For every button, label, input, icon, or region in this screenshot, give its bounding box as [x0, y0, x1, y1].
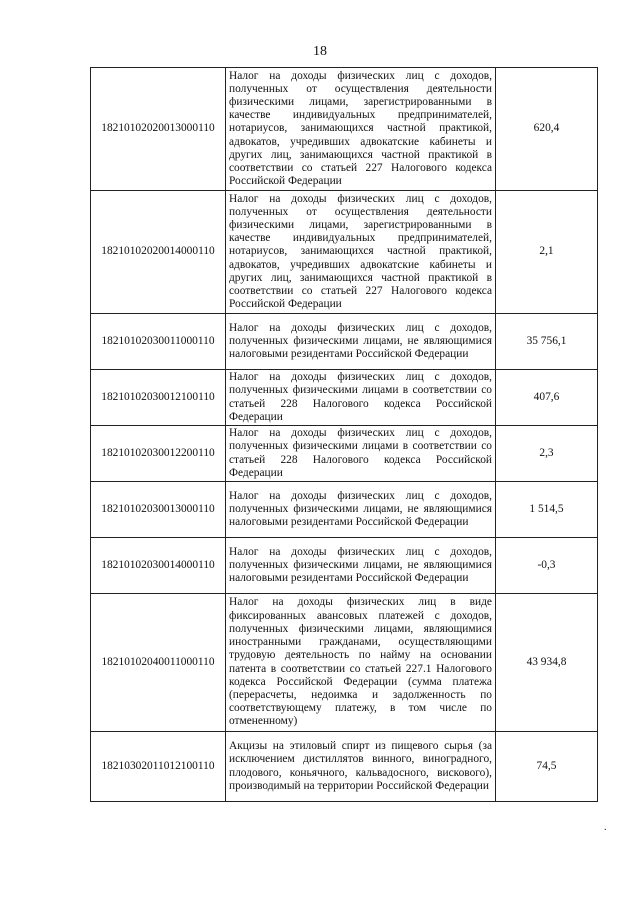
- revenue-table: [90, 67, 598, 802]
- description-cell: Налог на доходы физических лиц с доходов, полученных от осуществления деятельности физическими лицами, зарегистрированными в качестве индивидуальных предпринимателей, нотариусов, занимающихся частной практикой, адвокатов, учредивших адвокатские кабинеты и других лиц, занимающихся частной практикой в соответствии со статьей 227 Налогового кодекса Российской Федерации: [226, 191, 496, 314]
- budget-code-cell: 18210102030011000110: [91, 314, 226, 370]
- amount-cell: 1 514,5: [496, 482, 598, 538]
- description-cell: Налог на доходы физических лиц с доходов, полученных от осуществления деятельности физическими лицами, зарегистрированными в качестве индивидуальных предпринимателей, нотариусов, занимающихся частной практикой, адвокатов, учредивших адвокатские кабинеты и других лиц, занимающихся частной практикой в соответствии со статьей 227 Налогового кодекса Российской Федерации: [226, 68, 496, 191]
- amount-cell: 2,1: [496, 191, 598, 314]
- description-cell: Налог на доходы физических лиц с доходов, полученных физическими лицами в соответствии со статьей 228 Налогового кодекса Российской Федерации: [226, 370, 496, 426]
- description-cell: Налог на доходы физических лиц с доходов, полученных физическими лицами, не являющимися налоговыми резидентами Российской Федерации: [226, 314, 496, 370]
- table-row: [91, 482, 598, 538]
- amount-cell: 43 934,8: [496, 594, 598, 732]
- amount-cell: 2,3: [496, 426, 598, 482]
- budget-code-cell: 18210102020014000110: [91, 191, 226, 314]
- amount-cell: -0,3: [496, 538, 598, 594]
- table-row: [91, 314, 598, 370]
- page-number: 18: [313, 44, 327, 59]
- amount-cell: 407,6: [496, 370, 598, 426]
- table-row: [91, 191, 598, 314]
- description-cell: Акцизы на этиловый спирт из пищевого сырья (за исключением дистиллятов винного, виноградного, плодового, коньячного, кальвадосного, вискового), производимый на территории Российской Федерации: [226, 732, 496, 802]
- budget-code-cell: 18210102040011000110: [91, 594, 226, 732]
- amount-cell: 74,5: [496, 732, 598, 802]
- table-row: [91, 426, 598, 482]
- description-cell: Налог на доходы физических лиц в виде фиксированных авансовых платежей с доходов, полученных физическими лицами, являющимися иностранными гражданами, осуществляющими трудовую деятельность по найму на основании патента в соответствии со статьей 227.1 Налогового кодекса Российской Федерации (сумма платежа (перерасчеты, недоимка и задолженность по соответствующему платежу, в том числе по отмененному): [226, 594, 496, 732]
- table-row: [91, 732, 598, 802]
- amount-cell: 620,4: [496, 68, 598, 191]
- description-cell: Налог на доходы физических лиц с доходов, полученных физическими лицами, не являющимися налоговыми резидентами Российской Федерации: [226, 538, 496, 594]
- table-row: [91, 370, 598, 426]
- budget-code-cell: 18210102030013000110: [91, 482, 226, 538]
- budget-code-cell: 18210102030014000110: [91, 538, 226, 594]
- table-row: [91, 538, 598, 594]
- amount-cell: 35 756,1: [496, 314, 598, 370]
- budget-code-cell: 18210302011012100110: [91, 732, 226, 802]
- budget-code-cell: 18210102030012200110: [91, 426, 226, 482]
- margin-mark: .: [604, 822, 607, 833]
- budget-code-cell: 18210102030012100110: [91, 370, 226, 426]
- table-row: [91, 68, 598, 191]
- table-row: [91, 594, 598, 732]
- budget-code-cell: 18210102020013000110: [91, 68, 226, 191]
- description-cell: Налог на доходы физических лиц с доходов, полученных физическими лицами в соответствии со статьей 228 Налогового кодекса Российской Федерации: [226, 426, 496, 482]
- description-cell: Налог на доходы физических лиц с доходов, полученных физическими лицами, не являющимися налоговыми резидентами Российской Федерации: [226, 482, 496, 538]
